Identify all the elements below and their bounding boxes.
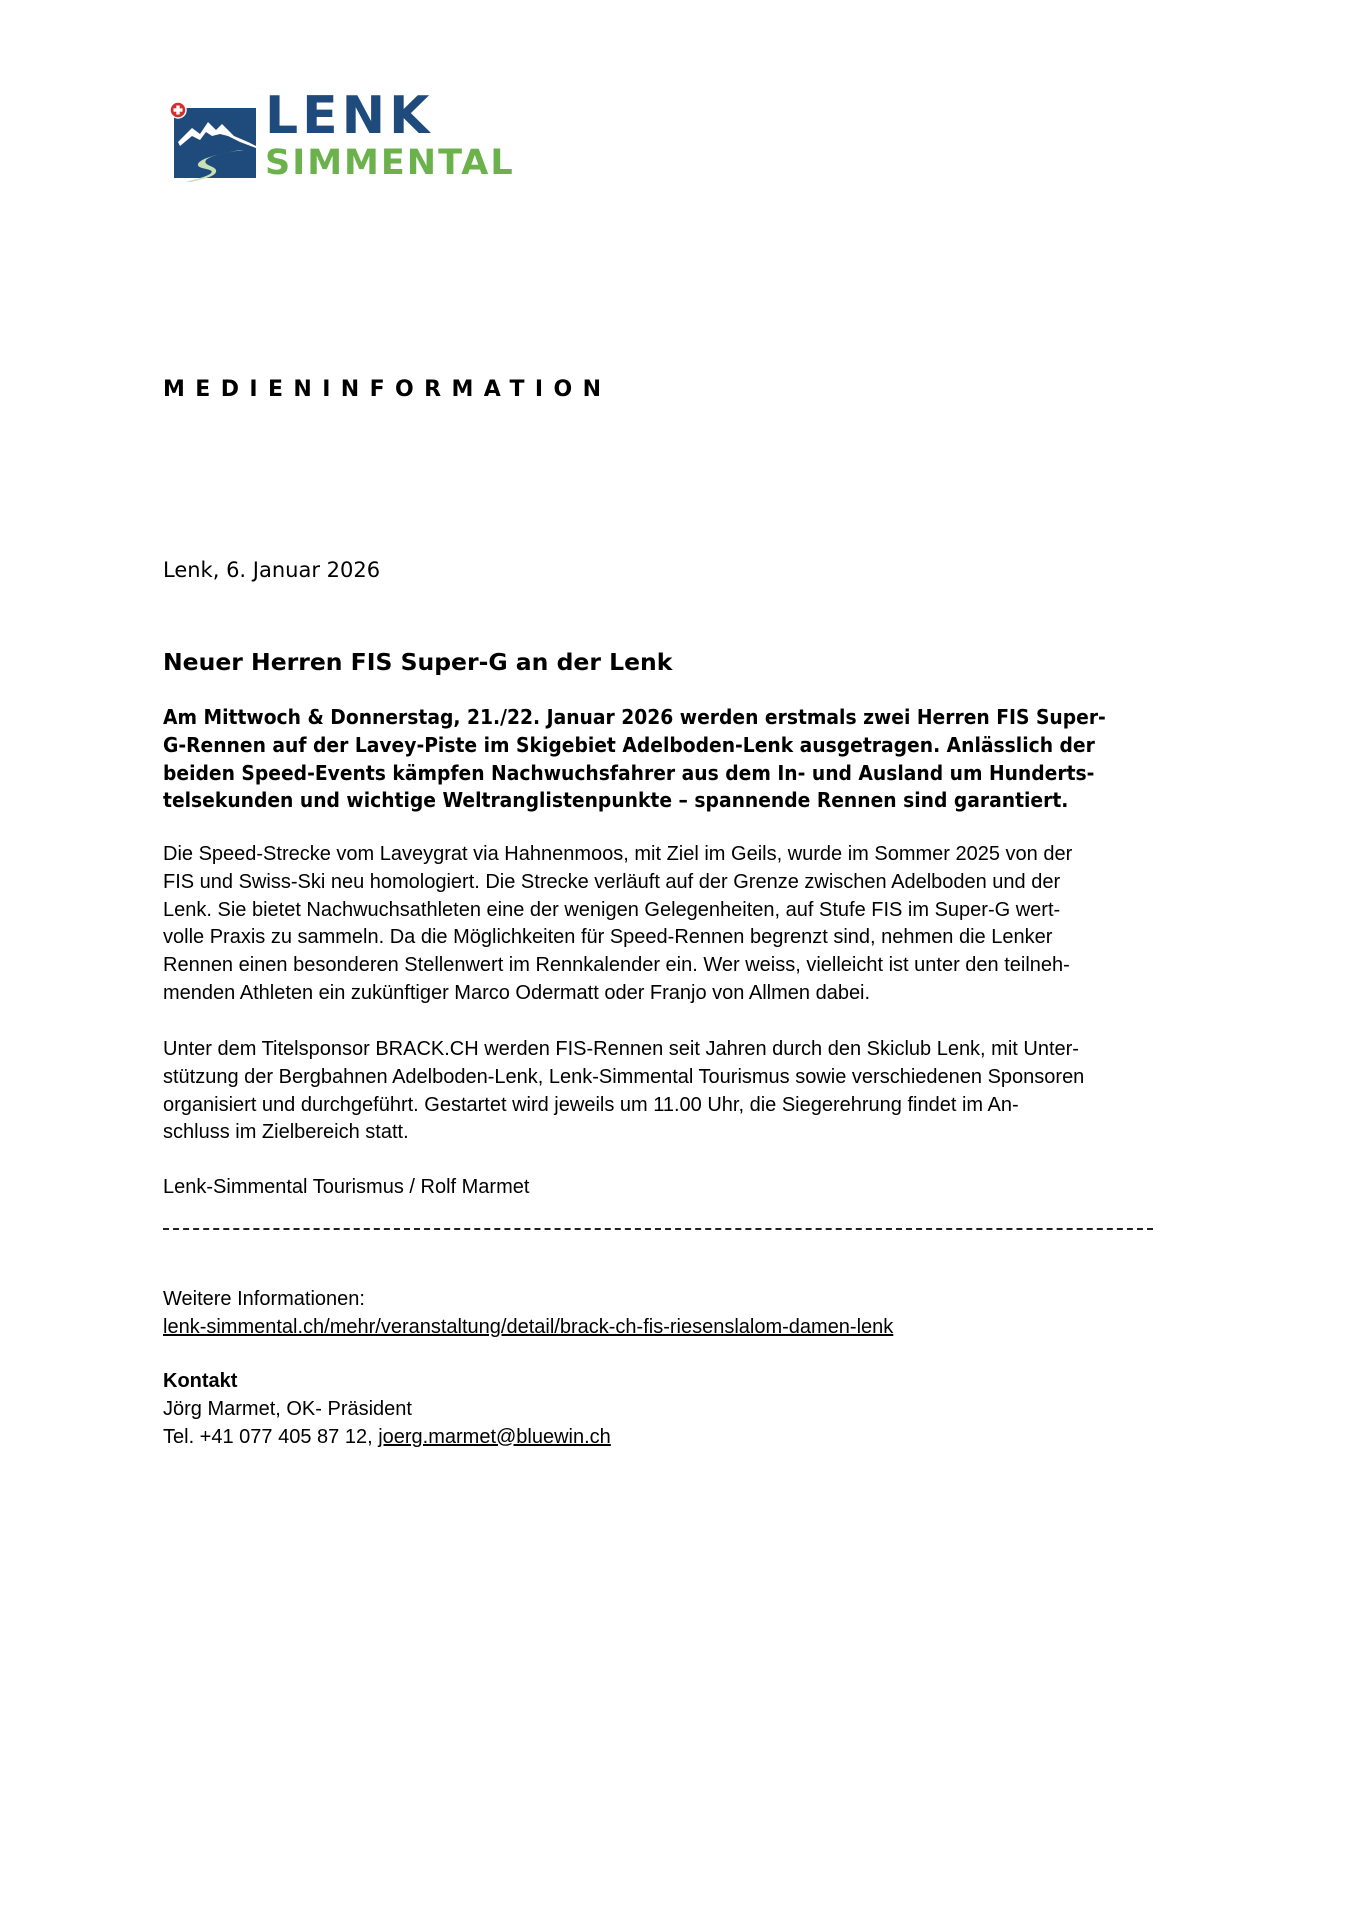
lenk-simmental-logo [162,86,522,192]
lead-line: beiden Speed-Events kämpfen Nachwuchsfahrer aus dem In- und Ausland um Hunderts- [163,760,1095,785]
contact-email-link[interactable]: joerg.marmet@bluewin.ch [378,1425,611,1448]
contact-phone: Tel. +41 077 405 87 12, [163,1425,379,1448]
contact-block [163,1368,611,1451]
event-link[interactable]: lenk-simmental.ch/mehr/veranstaltung/detail/brack-ch-fis-riesenslalom-damen-lenk [163,1315,894,1338]
further-info-label: Weitere Informationen: [163,1288,365,1310]
document-type-heading: MEDIENINFORMATION [163,377,612,402]
paragraph-line: Unter dem Titelsponsor BRACK.CH werden FIS-Rennen seit Jahren durch den Skiclub Lenk, mit Unter- [163,1038,1079,1060]
paragraph-line: Lenk. Sie bietet Nachwuchsathleten eine der wenigen Gelegenheiten, auf Stufe FIS im Super-G wert- [163,898,1061,921]
document-date: Lenk, 6. Januar 2026 [163,558,381,582]
mountain-logo-icon [170,102,258,182]
dashed-separator [163,1228,1153,1230]
contact-heading: Kontakt [163,1370,238,1392]
body-paragraph-2 [163,1036,1223,1147]
lead-line: telsekunden und wichtige Weltranglistenpunkte – spannende Rennen sind garantiert. [163,788,1069,813]
lead-paragraph [163,704,1223,815]
paragraph-line: volle Praxis zu sammeln. Da die Möglichkeiten für Speed-Rennen begrenzt sind, nehmen die Lenker [163,926,1053,949]
lead-line: G-Rennen auf der Lavey-Piste im Skigebiet Adelboden-Lenk ausgetragen. Anlässlich der [163,732,1095,757]
lead-line: Am Mittwoch & Donnerstag, 21./22. Januar 2026 werden erstmals zwei Herren FIS Super- [163,705,1106,729]
paragraph-line: Rennen einen besonderen Stellenwert im Rennkalender ein. Wer weiss, vielleicht ist unter den teilneh- [163,954,1070,977]
contact-name: Jörg Marmet, OK- Präsident [163,1397,412,1420]
contact-line [163,1424,611,1452]
paragraph-line: Die Speed-Strecke vom Laveygrat via Hahnenmoos, mit Ziel im Geils, wurde im Sommer 2025 von der [163,843,1073,865]
logo-text-simmental: SIMMENTAL [265,143,515,183]
logo-text-lenk: LENK [265,86,434,146]
paragraph-line: FIS und Swiss-Ski neu homologiert. Die Strecke verläuft auf der Grenze zwischen Adelboden und der [163,870,1061,893]
paragraph-line: organisiert und durchgeführt. Gestartet wird jeweils um 11.00 Uhr, die Siegerehrung findet im An- [163,1093,1019,1116]
signature: Lenk-Simmental Tourismus / Rolf Marmet [163,1176,530,1198]
paragraph-line: stützung der Bergbahnen Adelboden-Lenk, Lenk-Simmental Tourismus sowie verschiedenen Sponsoren [163,1065,1085,1088]
body-paragraph-1 [163,841,1223,1008]
further-info [163,1286,893,1342]
paragraph-line: menden Athleten ein zukünftiger Marco Odermatt oder Franjo von Allmen dabei. [163,981,871,1004]
paragraph-line: schluss im Zielbereich statt. [163,1121,409,1144]
press-release-title: Neuer Herren FIS Super-G an der Lenk [163,648,673,676]
